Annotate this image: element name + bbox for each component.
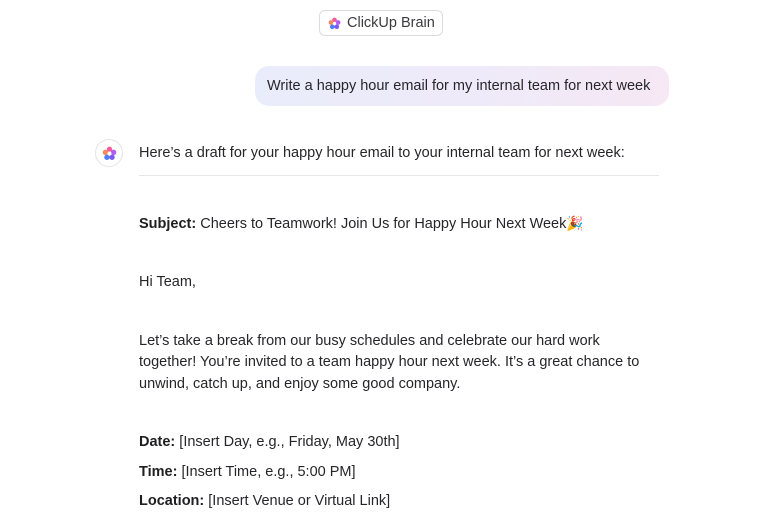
user-message-bubble: [255, 66, 669, 106]
date-label: Date:: [139, 434, 176, 450]
clickup-brain-icon: [102, 146, 117, 161]
header-title: ClickUp Brain: [347, 15, 435, 31]
date-value: [Insert Day, e.g., Friday, May 30th]: [179, 434, 400, 450]
clickup-brain-badge[interactable]: [319, 10, 443, 36]
email-location-line: [139, 491, 659, 513]
clickup-brain-icon: [328, 17, 341, 30]
location-value: [Insert Venue or Virtual Link]: [208, 493, 391, 509]
email-greeting: Hi Team,: [139, 274, 196, 290]
party-popper-icon: 🎉: [566, 214, 584, 231]
email-date-line: [139, 432, 659, 454]
subject-value: Cheers to Teamwork! Join Us for Happy Hour Next Week: [200, 215, 567, 232]
email-time-line: [139, 462, 659, 484]
email-body-paragraph: Let’s take a break from our busy schedules and celebrate our hard work together! You’re invited to a team happy hour next week. It’s a great chance to unwind, catch up, and enjoy some good company.: [139, 332, 640, 392]
response-intro: Here’s a draft for your happy hour email to your internal team for next week:: [139, 143, 659, 176]
time-value: [Insert Time, e.g., 5:00 PM]: [181, 463, 356, 480]
location-label: Location:: [139, 493, 205, 509]
time-label: Time:: [139, 463, 178, 480]
email-subject-line: [139, 213, 659, 236]
subject-label: Subject:: [139, 215, 197, 232]
assistant-avatar: [95, 139, 123, 167]
user-message-text: Write a happy hour email for my internal team for next week: [267, 78, 651, 94]
assistant-response: [139, 143, 659, 513]
